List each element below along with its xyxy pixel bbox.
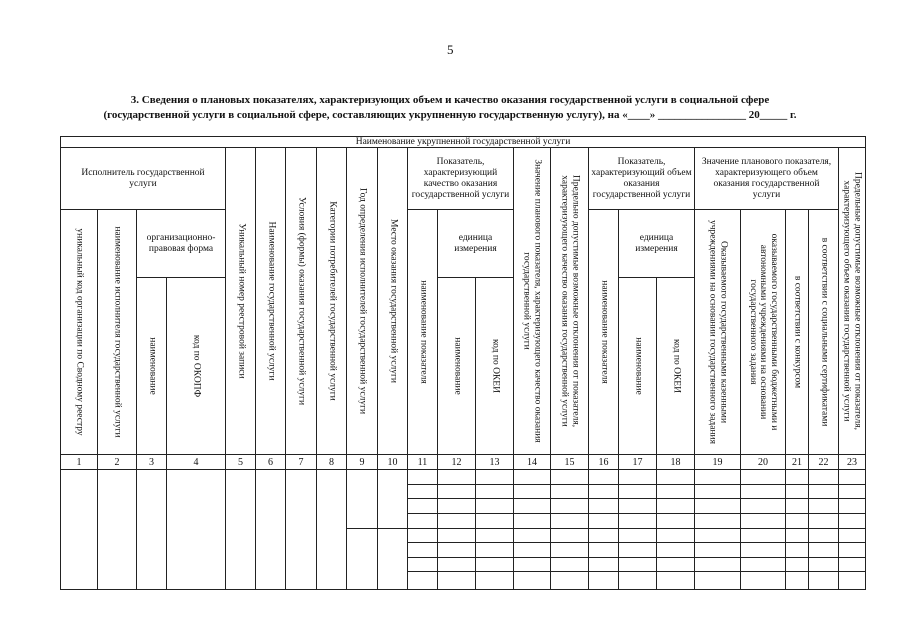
group-quality-header: Показатель, характеризующий качество оказания государственной услуги (411, 156, 510, 200)
col-number: 15 (564, 456, 575, 468)
group-volume-unit-header: единица измерения (635, 232, 678, 254)
col-number: 12 (451, 456, 462, 468)
col-header-volume-deviation: Предельные допустимые возможные отклонения от показателя, характеризующего объем оказания государственной услуги (842, 171, 863, 431)
col-header-unique-code: уникальный код организации по Сводному реестру (74, 228, 85, 436)
col-number: 8 (329, 456, 334, 468)
col-number: 23 (847, 456, 857, 468)
col-number: 5 (238, 456, 243, 468)
heading-line-2: (государственной услуги в социальной сфере, составляющих укрупненную государственную услугу), на «____» ________________ 20_____ г. (103, 109, 797, 121)
group-org-form-header: организационно-правовая форма (146, 232, 216, 254)
top-header: Наименование укрупненной государственной услуги (355, 137, 571, 147)
col-header-categories: Категории потребителей государственной услуги (326, 201, 337, 401)
col-header-registry: Уникальный номер реестровой записи (235, 223, 246, 379)
group-executor-header: Исполнитель государственной услуги (81, 167, 205, 189)
col-header-quality-deviation: Предельно допустимые возможные отклонения от показателя, характеризующего качество оказания государственной услуги (559, 174, 580, 428)
col-number: 22 (818, 456, 829, 468)
col-number: 18 (670, 456, 681, 468)
heading-line-1: 3. Сведения о плановых показателях, характеризующих объем и качество оказания государственной услуги в социальной сфере (130, 94, 770, 106)
page-number: 5 (447, 42, 454, 57)
col-header-competition: в соответствии с конкурсом (792, 275, 803, 389)
col-header-volume-unit-name: наименование (632, 337, 643, 395)
col-header-quality-unit-name: наименование (451, 337, 462, 395)
col-number: 20 (758, 456, 768, 468)
col-number: 9 (359, 456, 365, 468)
col-header-quality-value: Значение планового показателя, характеризующего качество оказания государственной услуги (522, 159, 543, 443)
col-number: 1 (76, 456, 82, 468)
col-header-certificates: в соответствии с социальными сертификатами (818, 237, 829, 427)
col-number: 16 (598, 456, 609, 468)
col-header-state-institutions: Оказываемого государственными казенными учреждениями на основании государственного задания (707, 220, 728, 444)
col-header-executor-name: наименование исполнителя государственной услуги (112, 226, 123, 438)
col-number: 3 (149, 456, 154, 468)
group-quality-unit-header: единица измерения (454, 232, 497, 254)
col-header-place: Место оказания государственной услуги (387, 219, 398, 383)
col-header-conditions: Условия (формы) оказания государственной услуги (296, 196, 307, 406)
col-header-quality-name: наименование показателя (417, 280, 428, 384)
col-header-year: Год определения исполнителей государственной услуги (357, 187, 368, 415)
group-value-header: Значение планового показателя, характеризующего объем оказания государственной услуги (701, 156, 832, 200)
col-header-volume-name: наименование показателя (598, 280, 609, 384)
col-number: 13 (489, 456, 500, 468)
col-number: 10 (387, 456, 398, 468)
col-number: 4 (193, 456, 199, 468)
col-number: 7 (298, 456, 304, 468)
col-header-quality-okei: код по ОКЕИ (489, 339, 500, 393)
col-header-budget-institutions: оказываемого государственными бюджетными и автономными учреждениями на основании государственного задания (747, 233, 779, 431)
col-header-service-name: Наименование государственной услуги (265, 221, 276, 381)
col-header-okopf: код по ОКОПФ (191, 334, 202, 398)
col-number: 17 (632, 456, 643, 468)
col-header-volume-okei: код по ОКЕИ (670, 339, 681, 393)
col-number: 21 (792, 456, 802, 468)
col-number: 11 (417, 456, 428, 468)
group-volume-header: Показатель, характеризующий объем оказания государственной услуги (591, 156, 692, 200)
col-number: 2 (114, 456, 120, 468)
col-number: 14 (527, 456, 537, 468)
col-number: 6 (268, 456, 273, 468)
col-number: 19 (712, 456, 723, 468)
col-header-org-name: наименование (146, 337, 157, 395)
